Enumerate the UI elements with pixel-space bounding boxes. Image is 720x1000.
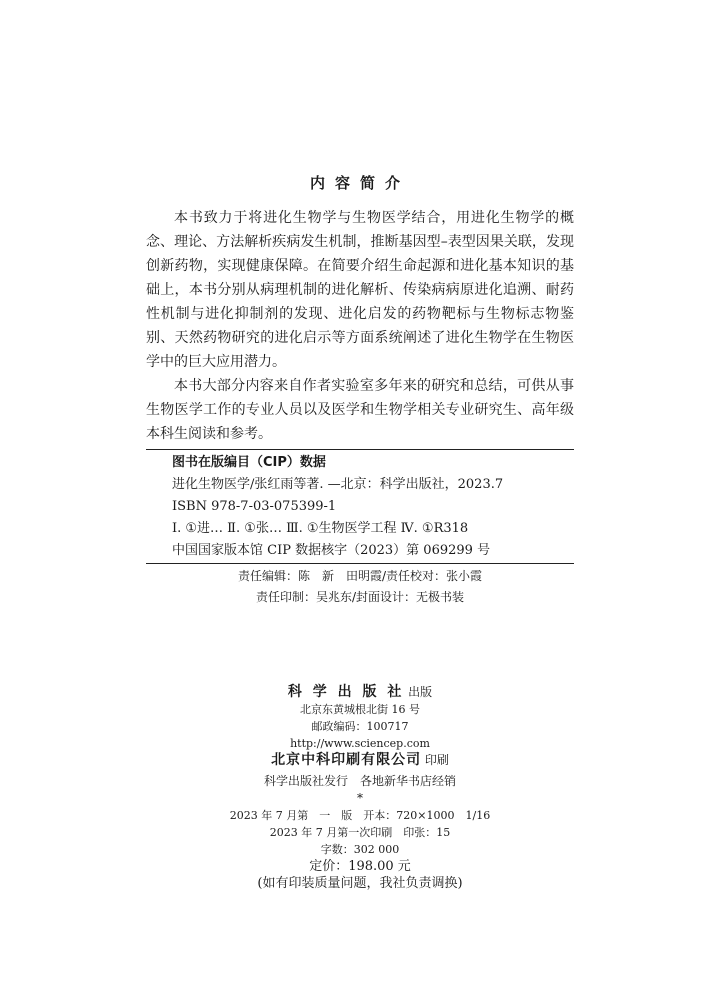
printing-line: 2023 年 7 月第一次印刷 印张：15 <box>269 826 451 839</box>
publisher-url: http://www.sciencep.com <box>290 737 430 750</box>
distribution-line: 科学出版社发行 各地新华书店经销 <box>263 774 456 788</box>
publisher-line <box>0 684 720 701</box>
separator-star: * <box>357 791 363 805</box>
summary-paragraph-2: 本书大部分内容来自作者实验室多年来的研究和总结，可供从事生物医学工作的专业人员以及医学和生物学相关专业研究生、高年级本科生阅读和参考。 <box>146 378 574 442</box>
cip-line-classification: Ⅰ. ①进… Ⅱ. ①张… Ⅲ. ①生物医学工程 Ⅳ. ①R318 <box>172 521 469 536</box>
imprint <box>0 684 720 892</box>
credits <box>0 566 720 608</box>
cip-block <box>172 452 574 562</box>
printer-suffix: 印刷 <box>424 753 449 767</box>
credits-production: 责任印制：吴兆东/封面设计：无极书装 <box>255 590 465 604</box>
publisher-name: 科 学 出 版 社 <box>287 684 405 700</box>
publisher-address: 北京东黄城根北街 16 号 <box>300 703 420 716</box>
edition-line: 2023 年 7 月第 一 版 开本：720×1000 1/16 <box>229 809 491 822</box>
summary-title: 内容简介 <box>309 174 410 192</box>
cip-line-citation: 进化生物医学/张红雨等著. —北京：科学出版社，2023.7 <box>172 477 504 492</box>
publisher-postcode: 邮政编码：100717 <box>311 720 409 733</box>
cip-bottom-rule <box>146 563 574 564</box>
summary-body <box>146 206 574 446</box>
credits-editors: 责任编辑：陈 新 田明霞/责任校对：张小霞 <box>237 569 483 583</box>
printer-line <box>0 752 720 769</box>
publisher-suffix: 出版 <box>408 685 433 699</box>
cip-heading: 图书在版编目（CIP）数据 <box>172 455 326 470</box>
cip-top-rule <box>146 449 574 450</box>
notice-line: (如有印装质量问题，我社负责调换) <box>257 876 463 891</box>
price-line: 定价：198.00 元 <box>309 859 411 874</box>
cip-line-isbn: ISBN 978-7-03-075399-1 <box>172 499 337 514</box>
cip-line-record-number: 中国国家版本馆 CIP 数据核字（2023）第 069299 号 <box>172 543 491 558</box>
summary-paragraph-1: 本书致力于将进化生物学与生物医学结合，用进化生物学的概念、理论、方法解析疾病发生机制，推断基因型–表型因果关联，发现创新药物，实现健康保障。在简要介绍生命起源和进化基本知识的基础上，本书分别从病理机制的进化解析、传染病病原进化追溯、耐药性机制与进化抑制剂的发现、进化启发的药物靶标与生物标志物鉴别、天然药物研究的进化启示等方面系统阐述了进化生物学在生物医学中的巨大应用潜力。 <box>146 210 574 370</box>
printer-name: 北京中科印刷有限公司 <box>271 752 422 768</box>
word-count-line: 字数：302 000 <box>320 843 400 856</box>
